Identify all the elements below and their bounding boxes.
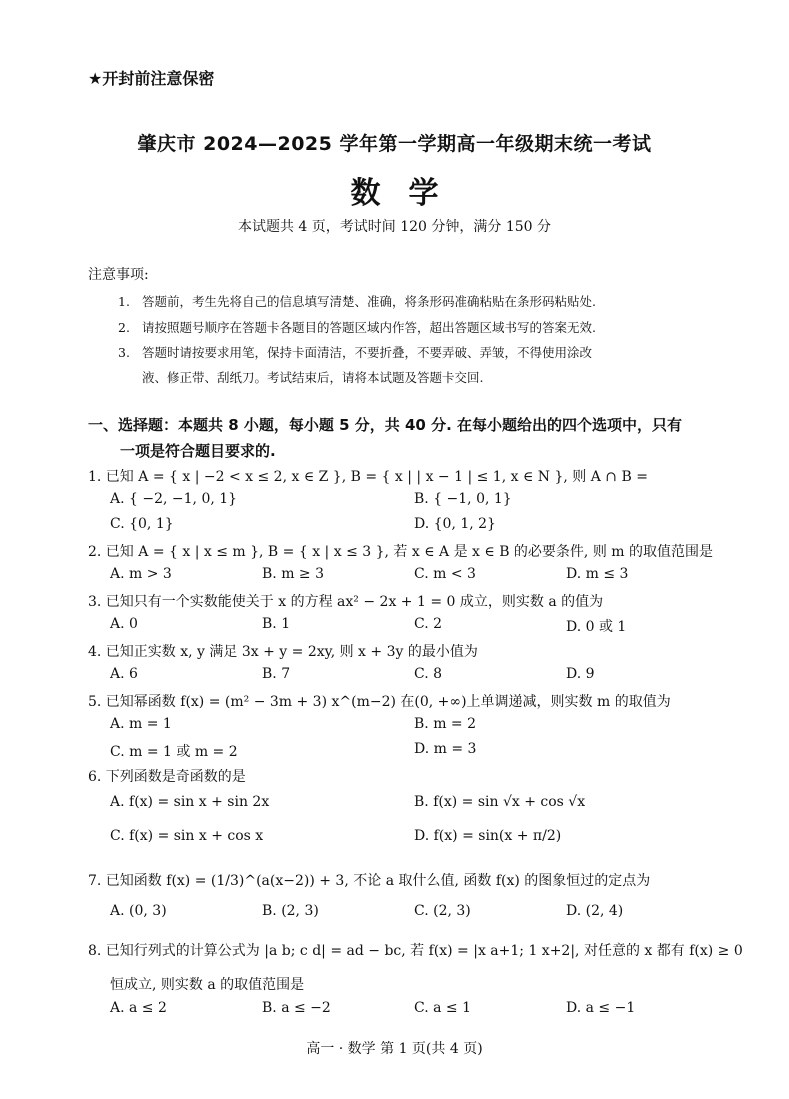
option-b: B. f(x) = sin √x + cos √x [414, 794, 586, 810]
option-c: C. a ≤ 1 [414, 1000, 471, 1016]
question-7: 7. 已知函数 f(x) = (1/3)^(a(x−2)) + 3, 不论 a 取什么值, 函数 f(x) 的图象恒过的定点为 [88, 873, 651, 889]
note-item: 3. 答题时请按要求用笔，保持卡面清洁，不要折叠，不要弄破、弄皱，不得使用涂改 [118, 345, 593, 360]
option-d: D. 0 或 1 [566, 619, 627, 635]
exam-title: 肇庆市 2024—2025 学年第一学期高一年级期末统一考试 [137, 133, 652, 155]
option-c: C. (2, 3) [414, 903, 471, 919]
option-d: D. 9 [566, 666, 595, 682]
option-d: D. m = 3 [414, 741, 477, 757]
option-d: D. m ≤ 3 [566, 566, 629, 582]
note-item: 1. 答题前，考生先将自己的信息填写清楚、准确，将条形码准确粘贴在条形码粘贴处. [118, 294, 596, 309]
question-4: 4. 已知正实数 x, y 满足 3x + y = 2xy, 则 x + 3y 的最小值为 [88, 644, 478, 660]
option-d: D. {0, 1, 2} [414, 516, 496, 532]
note-item-continued: 液、修正带、刮纸刀。考试结束后，请将本试题及答题卡交回. [142, 370, 484, 385]
option-a: A. m = 1 [110, 716, 172, 732]
option-b: B. m = 2 [414, 716, 477, 732]
option-a: A. (0, 3) [110, 903, 167, 919]
notes-title: 注意事项: [88, 267, 149, 283]
option-b: B. 7 [262, 666, 291, 682]
option-b: B. (2, 3) [262, 903, 319, 919]
section-heading-cont: 一项是符合题目要求的. [120, 442, 276, 460]
question-8: 8. 已知行列式的计算公式为 |a b; c d| = ad − bc, 若 f(x) = |x a+1; 1 x+2|, 对任意的 x 都有 f(x) ≥ 0 [88, 943, 743, 959]
option-d: D. f(x) = sin(x + π/2) [414, 828, 562, 844]
option-c: C. m < 3 [414, 566, 476, 582]
option-b: B. { −1, 0, 1} [414, 491, 512, 507]
option-b: B. 1 [262, 616, 291, 632]
option-c: C. f(x) = sin x + cos x [110, 828, 264, 844]
option-b: B. a ≤ −2 [262, 1000, 331, 1016]
note-item: 2. 请按照题号顺序在答题卡各题目的答题区域内作答，超出答题区域书写的答案无效. [118, 320, 596, 335]
option-c: C. 8 [414, 666, 443, 682]
option-a: A. 6 [110, 666, 138, 682]
question-8-cont: 恒成立, 则实数 a 的取值范围是 [110, 977, 305, 993]
question-2: 2. 已知 A = { x | x ≤ m }, B = { x | x ≤ 3 }, 若 x ∈ A 是 x ∈ B 的必要条件, 则 m 的取值范围是 [88, 544, 714, 560]
section-heading: 一、选择题：本题共 8 小题，每小题 5 分，共 40 分. 在每小题给出的四个选项中，只有 [88, 416, 683, 434]
option-a: A. a ≤ 2 [110, 1000, 167, 1016]
option-d: D. a ≤ −1 [566, 1000, 636, 1016]
exam-meta: 本试题共 4 页，考试时间 120 分钟，满分 150 分 [237, 219, 552, 235]
question-5: 5. 已知幂函数 f(x) = (m² − 3m + 3) x^(m−2) 在(0, +∞)上单调递减，则实数 m 的取值为 [88, 694, 671, 710]
question-6: 6. 下列函数是奇函数的是 [88, 769, 246, 785]
subject-title: 数学 [350, 176, 467, 211]
option-b: B. m ≥ 3 [262, 566, 325, 582]
option-c: C. m = 1 或 m = 2 [110, 744, 238, 760]
question-1: 1. 已知 A = { x | −2 < x ≤ 2, x ∈ Z }, B = { x | | x − 1 | ≤ 1, x ∈ N }, 则 A ∩ B = [88, 469, 648, 485]
option-a: A. 0 [110, 616, 138, 632]
page-footer: 高一 · 数学 第 1 页(共 4 页) [306, 1041, 483, 1057]
option-a: A. { −2, −1, 0, 1} [110, 491, 238, 507]
option-d: D. (2, 4) [566, 903, 624, 919]
question-3: 3. 已知只有一个实数能使关于 x 的方程 ax² − 2x + 1 = 0 成立，则实数 a 的值为 [88, 594, 604, 610]
option-c: C. {0, 1} [110, 516, 174, 532]
option-c: C. 2 [414, 616, 443, 632]
option-a: A. f(x) = sin x + sin 2x [110, 794, 270, 810]
confidential-notice: ★开封前注意保密 [88, 69, 215, 88]
option-a: A. m > 3 [110, 566, 172, 582]
